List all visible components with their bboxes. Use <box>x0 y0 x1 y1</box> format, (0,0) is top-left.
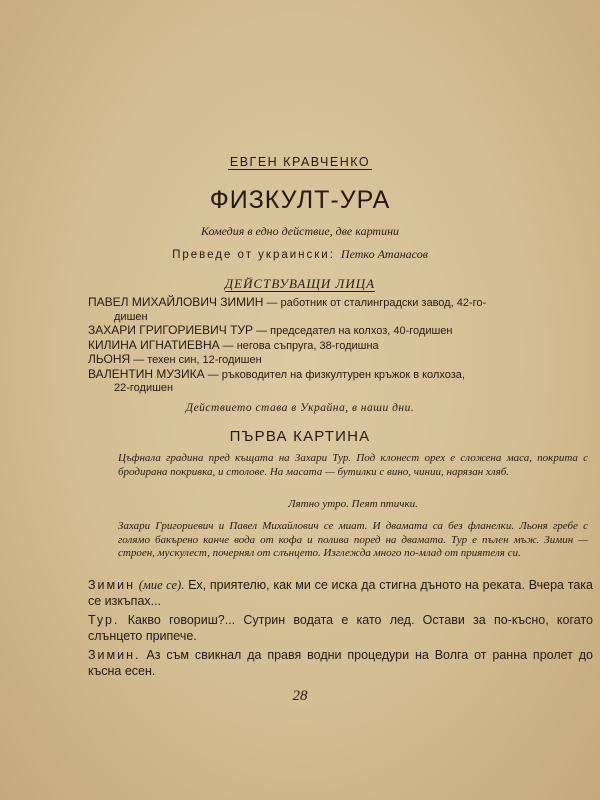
speaker-name: Зимин. <box>88 648 141 662</box>
cast-name: ПАВЕЛ МИХАЙЛОВИЧ ЗИМИН <box>88 295 264 309</box>
speaker-name: Тур. <box>88 613 120 627</box>
dialogue-line <box>88 647 593 679</box>
cast-name: ЗАХАРИ ГРИГОРИЕВИЧ ТУР <box>88 323 254 337</box>
cast-entry <box>88 339 593 354</box>
play-subtitle: Комедия в едно действие, две картини <box>200 224 400 238</box>
cast-name: КИЛИНА ИГНАТИЕВНА <box>88 337 220 352</box>
page-number: 28 <box>292 688 308 704</box>
cast-description: — председател на колхоз, 40-годишен <box>253 325 453 337</box>
speaker-direction: (мие се). <box>138 578 185 592</box>
cast-description: — техен син, 12-годишен <box>130 354 262 366</box>
translator-line <box>0 247 600 262</box>
author-name: ЕВГЕН КРАВЧЕНКО <box>229 155 371 169</box>
stage-direction: Захари Григориевич и Павел Михайлович се миат. И двамата са без фланелки. Льоня гребе с голямо бакърено канче вода от кофа и полива поред на двамата. Тур е пълен мъж. Зимин — строен, мускулест, почернял от слънцето. Изглежда много по-млад от приятеля си. <box>118 520 588 559</box>
cast-description-continued: дишен <box>114 310 148 323</box>
scene-title: ПЪРВА КАРТИНА <box>229 428 371 445</box>
cast-description: — ръководител на физкултурен кръжок в колхоза, <box>204 368 465 381</box>
cast-description: — работник от сталинградски завод, 42-го- <box>263 297 487 309</box>
translator-name: Петко Атанасов <box>340 247 428 261</box>
translator-label: Преведе от украински: <box>172 249 335 261</box>
cast-name: ВАЛЕНТИН МУЗИКА <box>88 366 205 381</box>
stage-direction: Лятно утро. Пеят птички. <box>288 498 418 510</box>
cast-entry <box>88 353 593 368</box>
dialogue-line <box>88 612 593 644</box>
dialogue-line <box>88 577 593 609</box>
cast-entry <box>88 368 593 396</box>
cast-description: — негова съпруга, 38-годишна <box>219 339 379 352</box>
cast-entry <box>88 296 593 324</box>
dialogue-text: Какво говориш?... Сутрин водата е като лед. Остави за по-късно, когато слънцето припече. <box>88 613 593 643</box>
dialogue-text: Аз съм свикнал да правя водни процедури на Волга от ранна пролет до късна есен. <box>88 648 593 678</box>
setting-note: Действието става в Украйна, в наши дни. <box>185 402 415 414</box>
dialogue-text: Ех, приятелю, как ми се иска да стигна дъното на реката. Вчера така се изкъпах... <box>88 578 593 608</box>
cast-entry <box>88 324 593 339</box>
speaker-name: Зимин <box>88 578 136 592</box>
cast-heading: ДЕЙСТВУВАЩИ ЛИЦА <box>224 276 376 291</box>
cast-description-continued: 22-годишен <box>114 382 174 394</box>
cast-list <box>88 296 593 396</box>
play-title: ФИЗКУЛТ-УРА <box>209 186 391 214</box>
stage-direction: Цъфнала градина пред къщата на Захари Тур. Под клонест орех е сложена маса, покрита с бродирана покривка, и столове. На масата — бутилки с вино, чинии, нарязан хляб. <box>118 452 588 478</box>
cast-name: ЛЬОНЯ <box>88 352 131 366</box>
